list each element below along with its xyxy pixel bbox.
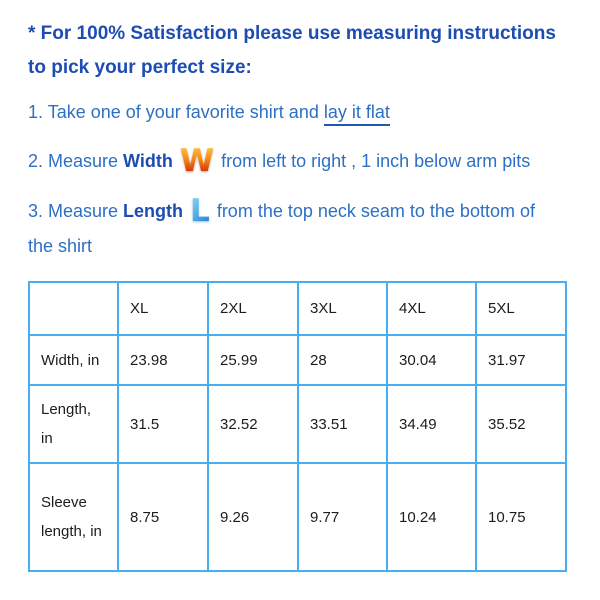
size-column-header-xl: XL (118, 282, 208, 335)
corner-cell (29, 282, 118, 335)
table-row-sleeve (29, 463, 566, 571)
lay-it-flat-underlined-text: lay it flat (324, 102, 390, 126)
row-label-sleeve: Sleeve length, in (29, 463, 118, 571)
step2-suffix-text: from left to right , 1 inch below arm pits (221, 150, 531, 171)
step3-suffix-line1: from the top neck seam to the bottom of (216, 200, 535, 221)
row-label-width: Width, in (29, 335, 118, 385)
instruction-step-3 (28, 193, 590, 261)
step3-text: 3. Measure (28, 200, 124, 221)
table-row-width (29, 335, 566, 385)
sleeve-value-3xl: 9.77 (298, 463, 387, 571)
instruction-step-2 (28, 143, 590, 181)
step1-text: 1. Take one of your favorite shirt and (28, 102, 324, 122)
length-letter-icon: L (190, 193, 210, 229)
length-value-xl: 31.5 (118, 385, 208, 463)
sleeve-value-2xl: 9.26 (208, 463, 298, 571)
width-value-5xl: 31.97 (476, 335, 566, 385)
page-title-line-1: * For 100% Satisfaction please use measuring instructions (28, 23, 556, 44)
width-value-xl: 23.98 (118, 335, 208, 385)
size-table (28, 281, 567, 572)
size-column-header-2xl: 2XL (208, 282, 298, 335)
table-row-length (29, 385, 566, 463)
page-title-line-2: to pick your perfect size: (28, 57, 252, 78)
length-value-3xl: 33.51 (298, 385, 387, 463)
size-column-header-4xl: 4XL (387, 282, 476, 335)
table-header-row (29, 282, 566, 335)
width-value-4xl: 30.04 (387, 335, 476, 385)
width-value-3xl: 28 (298, 335, 387, 385)
step2-width-label: Width (123, 150, 173, 171)
size-column-header-5xl: 5XL (476, 282, 566, 335)
sleeve-value-xl: 8.75 (118, 463, 208, 571)
length-value-2xl: 32.52 (208, 385, 298, 463)
step3-suffix-line2: the shirt (28, 236, 93, 256)
step3-length-label: Length (123, 200, 184, 221)
row-label-length: Length, in (29, 385, 118, 463)
page-title (28, 17, 590, 85)
width-letter-icon: W (179, 143, 215, 179)
length-value-5xl: 35.52 (476, 385, 566, 463)
sleeve-value-5xl: 10.75 (476, 463, 566, 571)
instruction-step-1 (28, 101, 590, 123)
size-column-header-3xl: 3XL (298, 282, 387, 335)
length-value-4xl: 34.49 (387, 385, 476, 463)
sleeve-value-4xl: 10.24 (387, 463, 476, 571)
step2-text: 2. Measure (28, 150, 124, 171)
width-value-2xl: 25.99 (208, 335, 298, 385)
